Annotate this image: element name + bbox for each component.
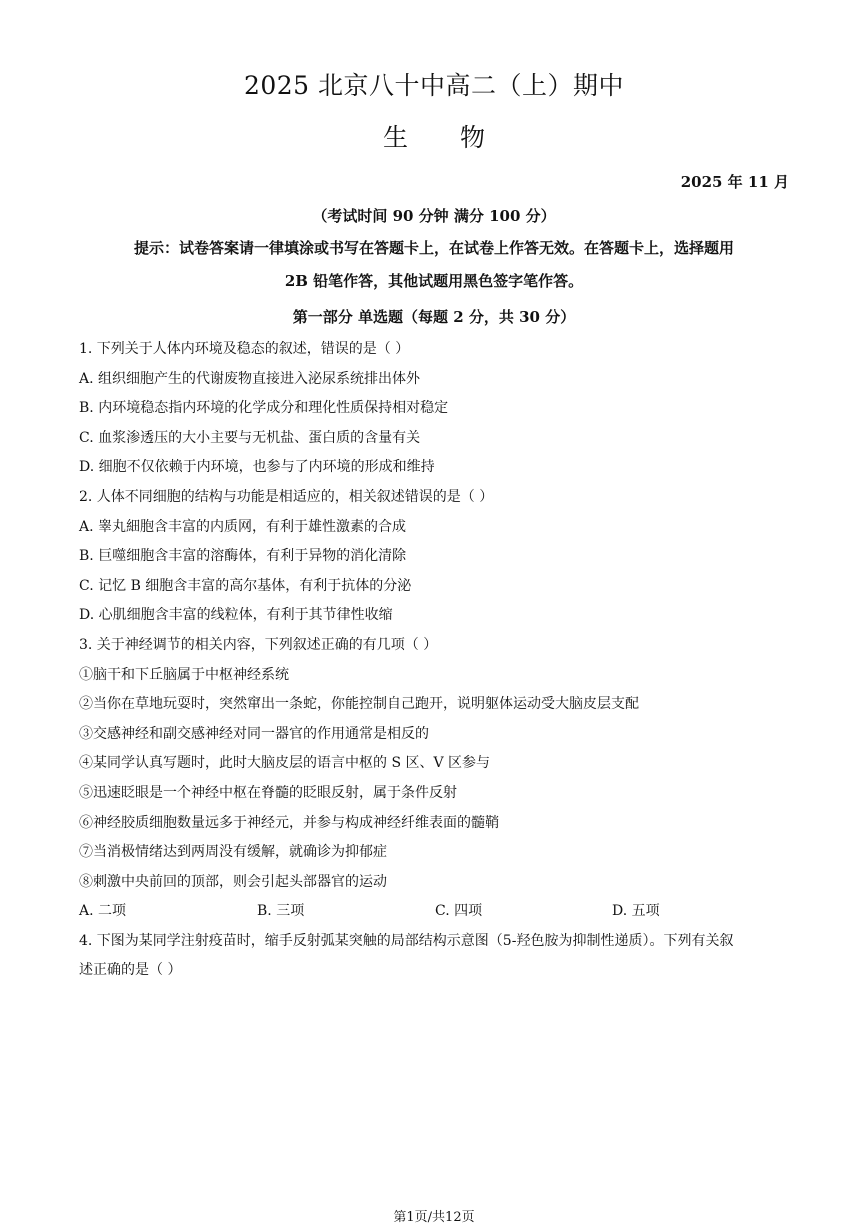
q2-option-a: A. 睾丸細胞含丰富的内质网，有利于雄性激素的合成 [79,518,407,535]
q3-item-3: ③交感神经和副交感神经对同一器官的作用通常是相反的 [79,725,429,742]
q3-stem: 3. 关于神经调节的相关内容，下列叙述正确的有几项（ ） [79,636,438,653]
exam-info: （考试时间 90 分钟 满分 100 分） [312,207,556,225]
q3-options [79,900,794,930]
q2-option-b: B. 巨噬细胞含丰富的溶酶体，有利于异物的消化清除 [79,548,407,565]
q3-option-b: B. 三项 [257,903,305,920]
q1-stem: 1. 下列关于人体内环境及稳态的叙述，错误的是（ ） [79,341,410,357]
q2-option-d: D. 心肌细胞含丰富的线粒体，有利于其节律性收缩 [79,607,393,624]
q1-option-a: A. 组织细胞产生的代谢废物直接进入泌尿系统排出体外 [79,370,421,387]
q4-stem-line-2: 述正确的是（ ） [79,962,182,979]
q3-option-c: C. 四项 [435,903,483,920]
q1-option-b: B. 内环境稳态指内环境的化学成分和理化性质保持相对稳定 [79,400,449,417]
page-number: 第1页/共12页 [393,1210,475,1225]
tip-line-2: 2B 铅笔作答，其他试题用黑色签字笔作答。 [284,272,584,290]
subject-char-1: 生 [382,123,408,152]
q1-option-d: D. 细胞不仅依赖于内环境，也参与了内环境的形成和维持 [79,459,435,476]
q3-item-2: ②当你在草地玩耍时，突然窜出一条蛇，你能控制自己跑开，说明躯体运动受大脑皮层支配 [79,696,639,713]
q3-option-a: A. 二项 [79,903,127,920]
q1-option-c: C. 血浆渗透压的大小主要与无机盐、蛋白质的含量有关 [79,429,421,446]
section-heading: 第一部分 单选题（每题 2 分，共 30 分） [292,308,576,326]
tip-line-1: 提示：试卷答案请一律填涂或书写在答题卡上，在试卷上作答无效。在答题卡上，选择题用 [133,239,734,257]
subject-heading [0,118,868,154]
q3-item-7: ⑦当消极情绪达到两周没有缓解，就确诊为抑郁症 [79,844,387,861]
q2-stem: 2. 人体不同细胞的结构与功能是相适应的，相关叙述错误的是（ ） [79,488,494,505]
q3-item-5: ⑤迅速眨眼是一个神经中枢在脊髓的眨眼反射，属于条件反射 [79,784,457,801]
q3-item-4: ④某同学认真写题时，此时大脑皮层的语言中枢的 S 区、V 区参与 [79,755,491,772]
q3-item-6: ⑥神经胶质细胞数量远多于神经元，并参与构成神经纤维表面的髓鞘 [79,814,499,831]
exam-date: 2025 年 11 月 [680,173,789,191]
subject-char-2: 物 [460,123,486,152]
q3-option-d: D. 五项 [612,903,660,920]
question-list [79,338,794,989]
q2-option-c: C. 记忆 B 细胞含丰富的高尔基体，有利于抗体的分泌 [79,577,412,594]
exam-title: 2025 北京八十中高二（上）期中 [243,71,625,100]
q3-item-8: ⑧刺激中央前回的顶部，则会引起头部器官的运动 [79,873,387,890]
q3-item-1: ①脑干和下丘脑属于中枢神经系统 [79,666,289,683]
exam-tip [79,232,789,298]
q4-stem-line-1: 4. 下图为某同学注射疫苗时，缩手反射弧某突触的局部结构示意图（5-羟色胺为抑制性递质）。下列有关叙 [79,932,734,949]
